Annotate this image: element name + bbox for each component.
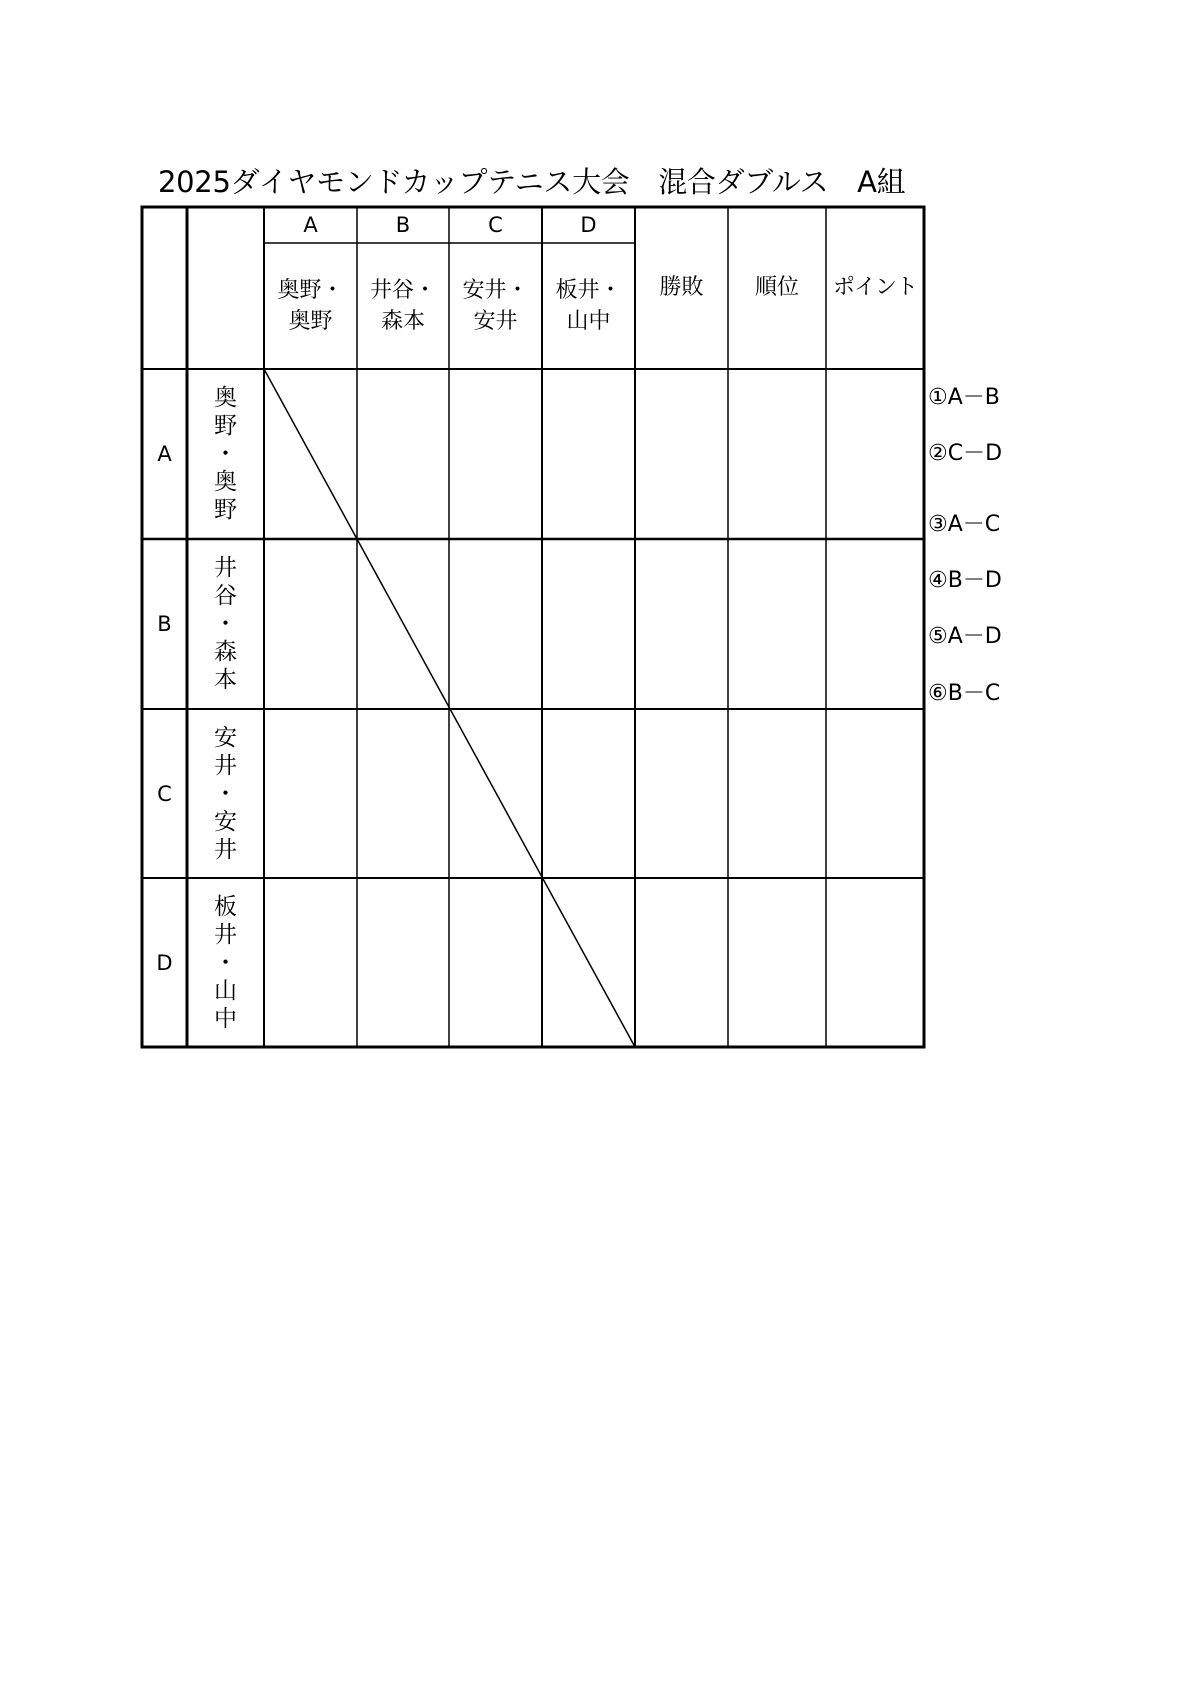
- row-pair-d-char: 山: [214, 977, 237, 1004]
- column-pair-b-line2: 森本: [380, 309, 425, 334]
- rank-header: 順位: [754, 275, 799, 300]
- row-pair-a-char: 野: [214, 413, 237, 439]
- row-pair-c: [187, 709, 264, 878]
- column-letter-d: D: [580, 213, 597, 237]
- column-pair-d-line1: 板井・: [555, 278, 622, 303]
- column-pair-b: [357, 243, 449, 369]
- match-order-3: ③A－C: [928, 512, 1001, 537]
- column-pair-c: [449, 243, 542, 369]
- row-pair-c-char: 井: [214, 752, 237, 779]
- match-order-5: ⑤A－D: [928, 624, 1002, 649]
- column-pair-a: [264, 243, 357, 369]
- row-pair-c-char: ・: [214, 780, 237, 807]
- result-header: 勝敗: [659, 275, 704, 300]
- row-letter-a: A: [157, 442, 172, 466]
- match-order-2: ②C－D: [928, 441, 1003, 466]
- row-pair-d: [187, 878, 264, 1047]
- column-pair-d: [542, 243, 635, 369]
- row-letter-b: B: [157, 612, 172, 636]
- match-order-6: ⑥B－C: [928, 681, 1001, 706]
- column-pair-c-line1: 安井・: [462, 278, 529, 303]
- row-pair-d-char: 板: [214, 893, 237, 920]
- row-pair-d-char: 中: [214, 1005, 237, 1032]
- page-title: 2025ダイヤモンドカップテニス大会 混合ダブルス A組: [158, 165, 906, 199]
- row-pair-b-char: ・: [214, 611, 237, 637]
- row-pair-c-char: 安: [214, 724, 237, 751]
- row-pair-b-char: 本: [214, 667, 237, 693]
- row-pair-a-char: 奥: [214, 469, 237, 495]
- row-letter-d: D: [156, 950, 173, 975]
- column-pair-d-line2: 山中: [566, 309, 611, 334]
- column-pair-a-line1: 奥野・: [277, 278, 344, 303]
- row-pair-a: [187, 369, 264, 539]
- row-pair-b-char: 森: [214, 639, 237, 665]
- column-pair-a-line2: 奥野: [288, 309, 333, 334]
- row-pair-b-char: 谷: [214, 583, 237, 609]
- row-pair-c-char: 安: [214, 808, 237, 835]
- column-pair-c-line2: 安井: [473, 309, 518, 334]
- row-letter-c: C: [157, 781, 172, 806]
- row-pair-b: [187, 539, 264, 709]
- point-header: ポイント: [832, 275, 917, 300]
- row-pair-b-char: 井: [214, 555, 237, 581]
- column-letter-b: B: [395, 213, 411, 237]
- column-letter-a: A: [303, 213, 318, 237]
- match-order-1: ①A－B: [928, 385, 1000, 410]
- row-pair-d-char: 井: [214, 921, 237, 948]
- row-pair-a-char: ・: [214, 441, 237, 467]
- column-pair-b-line1: 井谷・: [369, 278, 436, 303]
- match-order-4: ④B－D: [928, 568, 1002, 593]
- row-pair-a-char: 奥: [214, 385, 237, 411]
- column-letter-c: C: [488, 213, 503, 237]
- row-pair-d-char: ・: [214, 949, 237, 976]
- row-pair-c-char: 井: [214, 836, 237, 863]
- row-pair-a-char: 野: [214, 497, 237, 523]
